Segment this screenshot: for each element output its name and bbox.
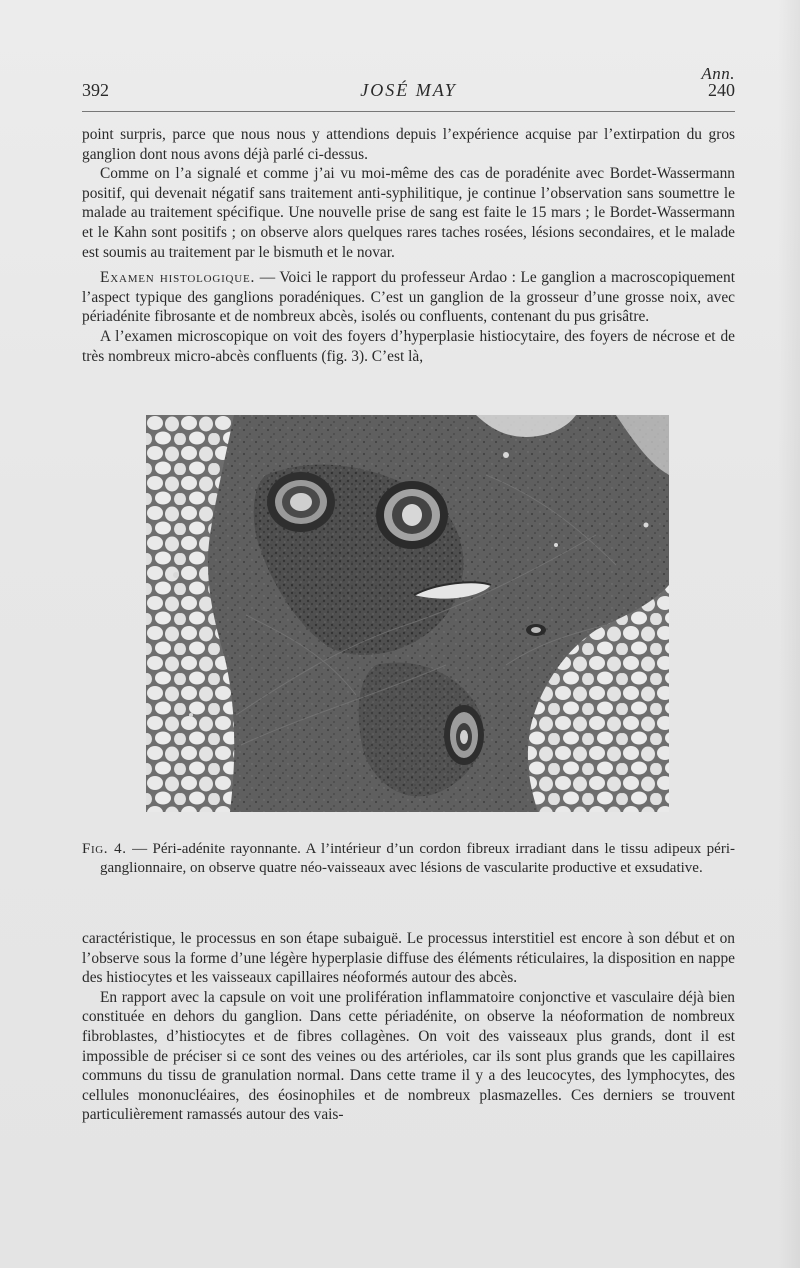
paragraph: En rapport avec la capsule on voit une prolifération inflammatoire conjonctive et vasculaire déjà bien constituée en dehors du ganglion. Dans cette périadénite, on observe la néoformation de nombreux fibroblastes, d’histiocytes et de fibres collagènes. On voit des vaisseaux plus grands, dont il est impossible de préciser si ce sont des veines ou des artérioles, car ils sont plus grands que les capillaires communs du tissu de granulation normal. Dans cette trame il y a des leucocytes, des lymphocytes, des cellules mononucléaires, des éosinophiles et de nombreux plasmazelles. Ces derniers se trouvent particulièrement ramassés autour des vais- xyxy=(82,988,735,1124)
annals-number: 240 xyxy=(708,80,735,100)
vessel-2 xyxy=(376,481,448,549)
paragraph: Comme on l’a signalé et comme j’ai vu moi-même des cas de poradénite avec Bordet-Wassermann positif, qui devenait négatif sans traitement anti-syphilitique, je continue l’observation sans soumettre le malade au traitement spécifique. Une nouvelle prise de sang est faite le 15 mars ; le Bordet-Wassermann et le Kahn sont positifs ; on observe alors quelques rares taches rosées, lésions secondaires, et le malade est soumis au traitement par le bismuth et le novar. xyxy=(82,165,735,261)
running-header xyxy=(82,80,735,104)
paragraph-examen xyxy=(82,268,735,327)
paragraph-text: — Voici le rapport du professeur Ardao : Le ganglion a macroscopiquement l’aspect typique des ganglions poradéniques. C’est un ganglion de la grosseur d’une grosse noix, avec périadénite fibrosante et de nombreux abcès, isolés ou confluents, contenant du pus grisâtre. xyxy=(82,269,735,326)
body-text-top xyxy=(82,125,735,366)
histology-micrograph xyxy=(146,415,669,812)
body-text-bottom xyxy=(82,929,735,1125)
annals-label: Ann. xyxy=(701,64,735,83)
vessel-3 xyxy=(444,705,484,765)
header-rule xyxy=(82,111,735,112)
page-number: 392 xyxy=(82,80,109,100)
paragraph: A l’examen microscopique on voit des foyers d’hyperplasie histiocytaire, des foyers de nécrose et de très nombreux micro-abcès confluents (fig. 3). C’est là, xyxy=(82,327,735,365)
vessel-1 xyxy=(267,472,335,532)
caption-text xyxy=(82,840,735,877)
paragraph: point surpris, parce que nous nous y attendions depuis l’expérience acquise par l’extirpation du gros ganglion dont nous avons déjà parlé ci-dessus. xyxy=(82,126,735,163)
section-heading: Examen histologique. xyxy=(100,269,256,287)
caption-body: — Péri-adénite rayonnante. A l’intérieur d’un cordon fibreux irradiant dans le tissu adipeux péri-ganglionnaire, on observe quatre néo-vaisseaux avec lésions de vascularite productive et exsudative. xyxy=(100,841,735,876)
figure-caption xyxy=(82,840,735,877)
page-edge-shadow xyxy=(778,0,800,1268)
paragraph: caractéristique, le processus en son étape subaiguë. Le processus interstitiel est encore à son début et on l’observe sous la forme d’une légère hyperplasie diffuse des éléments réticulaires, la disposition en nappe des histiocytes et les vaisseaux capillaires néoformés autour des abcès. xyxy=(82,930,735,987)
running-title: JOSÉ MAY xyxy=(360,80,457,100)
micrograph-illustration xyxy=(146,415,669,812)
figure-label: Fig. 4. xyxy=(82,841,127,857)
